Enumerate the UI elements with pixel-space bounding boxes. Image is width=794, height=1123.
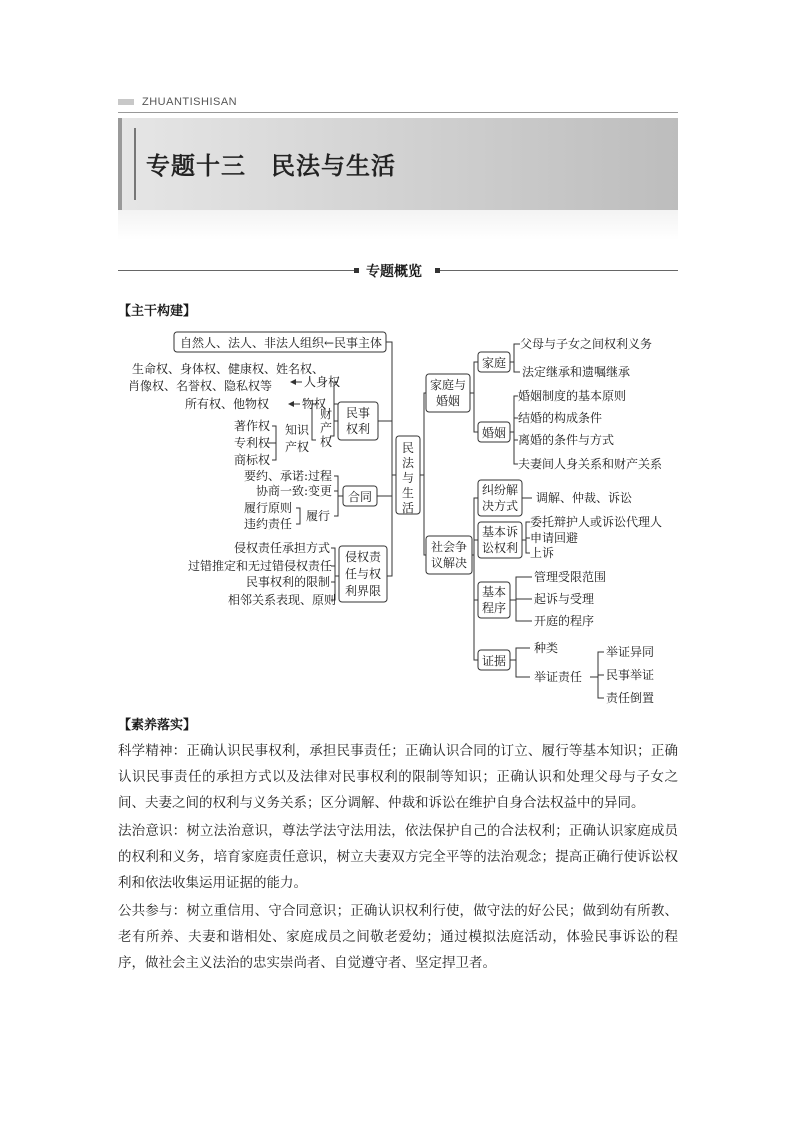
marriage-item: 离婚的条件与方式 (518, 433, 615, 447)
tort-item: 相邻关系表现、原则 (228, 593, 337, 607)
dispute-box-line: 议解决 (430, 556, 468, 570)
rights-box-line: 权利 (345, 422, 371, 436)
arrow-left-icon (290, 379, 296, 385)
family-box-line: 家庭与 (429, 378, 467, 392)
overview-title: 专题概览 (366, 264, 422, 280)
personal-rights-item: 生命权、身体权、健康权、姓名权、 (132, 362, 325, 376)
methods-box-line: 决方式 (481, 499, 519, 513)
subject-text: 自然人、法人、非法人组织←民事主体 (180, 336, 383, 350)
paragraph-text: 正确认识民事权利，承担民事责任；正确认识合同的订立、履行等基本知识；正确认识民事责任的承担方式以及法律对民事权利的限制等知识；正确认识和处理父母与子女之间、夫妻之间的权利与义务关系；区分调解、仲裁和诉讼在维护自身合法权益中的异同。 (118, 743, 678, 811)
tort-box-line: 利界限 (344, 584, 382, 598)
contract-box-label: 合同 (347, 490, 373, 504)
dispute-box-line: 社会争 (430, 540, 468, 554)
procedure-item: 起诉与受理 (534, 592, 595, 606)
burden-item: 民事举证 (606, 668, 655, 682)
procedure-item: 开庭的程序 (534, 614, 595, 628)
paragraph-label: 科学精神： (118, 743, 187, 759)
center-char: 活 (401, 501, 415, 515)
section-title-literacy: 【素养落实】 (118, 718, 197, 733)
ip-item: 著作权 (234, 419, 271, 433)
paragraph-text: 树立法治意识，尊法学法守法用法，依法保护自己的合法权利；正确认识家庭成员的权利和义务，培育家庭责任意识，树立夫妻双方完全平等的法治观念；提高正确行使诉讼权利和依法收集运用证据的能力。 (118, 823, 678, 891)
burden-item: 责任倒置 (606, 691, 655, 705)
tort-item: 侵权责任承担方式 (234, 541, 331, 555)
litigation-right-item: 上诉 (530, 546, 555, 560)
real-rights-label: 物权 (302, 397, 327, 411)
methods-text: 调解、仲裁、诉讼 (536, 491, 633, 505)
evidence-box-label: 证据 (481, 654, 507, 668)
tort-item: 过错推定和无过错侵权责任 (188, 559, 333, 573)
center-char: 法 (401, 456, 415, 470)
property-rights-char: 财 (320, 407, 333, 421)
ownership-text: 所有权、他物权 (185, 397, 270, 411)
paragraph-label: 公共参与： (118, 903, 187, 919)
center-char: 生 (401, 486, 415, 500)
arrow-left-icon (288, 401, 294, 407)
tort-box-line: 任与权 (344, 567, 382, 581)
contract-item: 要约、承诺:过程 (244, 469, 333, 483)
property-rights-char: 产 (320, 421, 333, 435)
property-rights-char: 权 (320, 435, 333, 449)
marriage-item: 结婚的构成条件 (518, 411, 603, 425)
topic-pinyin: ZHUANTISHISAN (142, 96, 238, 108)
perform-label: 履行 (306, 509, 331, 523)
ip-item: 专利权 (234, 436, 271, 450)
page-title: 专题十三 民法与生活 (146, 152, 396, 180)
home-item: 父母与子女之间权利义务 (520, 337, 653, 351)
literacy-paragraph (118, 898, 678, 976)
perform-item: 违约责任 (244, 517, 293, 531)
center-char: 与 (401, 471, 415, 485)
litigation-rights-box-line: 基本诉 (481, 525, 519, 539)
literacy-paragraph (118, 818, 678, 896)
section-title-structure: 【主干构建】 (118, 304, 197, 319)
home-box-label: 家庭 (481, 356, 507, 370)
tort-box-line: 侵权责 (344, 550, 382, 564)
paragraph-text: 树立重信用、守合同意识；正确认识权利行使，做守法的好公民；做到幼有所教、老有所养、夫妻和谐相处、家庭成员之间敬老爱幼；通过模拟法庭活动，体验民事诉讼的程序，做社会主义法治的忠实崇尚者、自觉遵守者、坚定捍卫者。 (118, 903, 678, 971)
procedure-box-line: 程序 (481, 601, 507, 615)
personal-rights-label: 人身权 (304, 375, 341, 389)
procedure-box-line: 基本 (481, 585, 507, 599)
evidence-kind: 种类 (534, 641, 559, 655)
paragraph-label: 法治意识： (118, 823, 187, 839)
perform-item: 履行原则 (244, 501, 293, 515)
procedure-item: 管理受限范围 (534, 570, 607, 584)
personal-rights-item: 肖像权、名誉权、隐私权等 (128, 379, 273, 393)
rights-box-line: 民事 (345, 406, 371, 420)
litigation-right-item: 申请回避 (530, 531, 579, 545)
burden-of-proof: 举证责任 (534, 670, 583, 684)
center-char: 民 (401, 441, 415, 455)
tort-item: 民事权利的限制 (246, 575, 331, 589)
literacy-paragraph (118, 738, 678, 816)
ip-item: 商标权 (234, 453, 271, 467)
ip-label: 知识 (285, 423, 310, 437)
marriage-box-label: 婚姻 (481, 426, 507, 440)
methods-box-line: 纠纷解 (481, 483, 519, 497)
burden-item: 举证异同 (606, 645, 655, 659)
home-item: 法定继承和遗嘱继承 (522, 365, 631, 379)
contract-item: 协商一致:变更 (256, 484, 333, 498)
marriage-item: 婚姻制度的基本原则 (518, 389, 627, 403)
family-box-line: 婚姻 (435, 394, 461, 408)
litigation-right-item: 委托辩护人或诉讼代理人 (530, 515, 663, 529)
litigation-rights-box-line: 讼权利 (481, 541, 519, 555)
marriage-item: 夫妻间人身关系和财产关系 (518, 457, 663, 471)
ip-label: 产权 (285, 440, 310, 454)
